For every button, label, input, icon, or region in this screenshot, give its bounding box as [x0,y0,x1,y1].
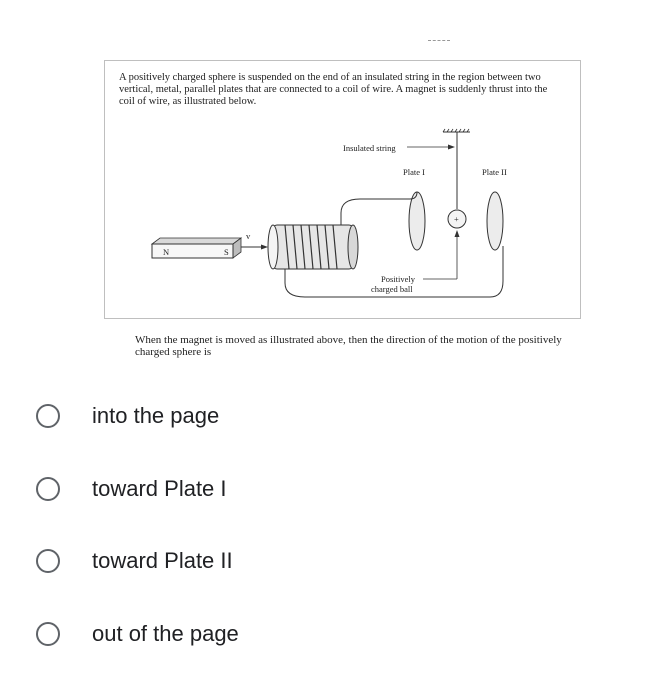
ball-label-line1: Positively [381,274,416,284]
question-intro: A positively charged sphere is suspended on the end of an insulated string in the region between two vertical, metal, parallel plates that are connected to a coil of wire. A magnet is suddenly thrust into the coil of wire, as illustrated below. [119,72,548,107]
option-label: toward Plate I [92,476,227,501]
plate-1-label: Plate I [403,167,425,177]
question-stem: When the magnet is moved as illustrated above, then the direction of the motion of the positively charged sphere is [135,334,562,358]
option-label: out of the page [92,621,239,646]
radio-button[interactable] [36,477,60,501]
wire-coil [268,225,358,269]
wire-top [341,192,417,225]
magnet-south-label: S [224,247,229,257]
plate-2 [487,192,503,250]
radio-button[interactable] [36,549,60,573]
velocity-label: v [246,231,251,241]
ball-label-line2: charged ball [371,284,413,294]
option-label: toward Plate II [92,548,233,573]
insulated-string-label: Insulated string [343,143,396,153]
plate-1 [409,192,425,250]
radio-button[interactable] [36,404,60,428]
option-label: into the page [92,403,220,428]
magnet-north-label: N [163,247,170,257]
option-into-the-page[interactable] [36,398,219,434]
option-toward-plate-2[interactable] [36,543,233,579]
ceiling-support [443,129,470,132]
option-out-of-the-page[interactable] [36,616,239,652]
decorative-dash [428,40,450,41]
radio-button[interactable] [36,622,60,646]
ball-charge-sign: + [454,214,459,224]
question-figure [104,60,581,319]
plate-2-label: Plate II [482,167,507,177]
induction-diagram [105,61,582,320]
option-toward-plate-1[interactable] [36,471,227,507]
